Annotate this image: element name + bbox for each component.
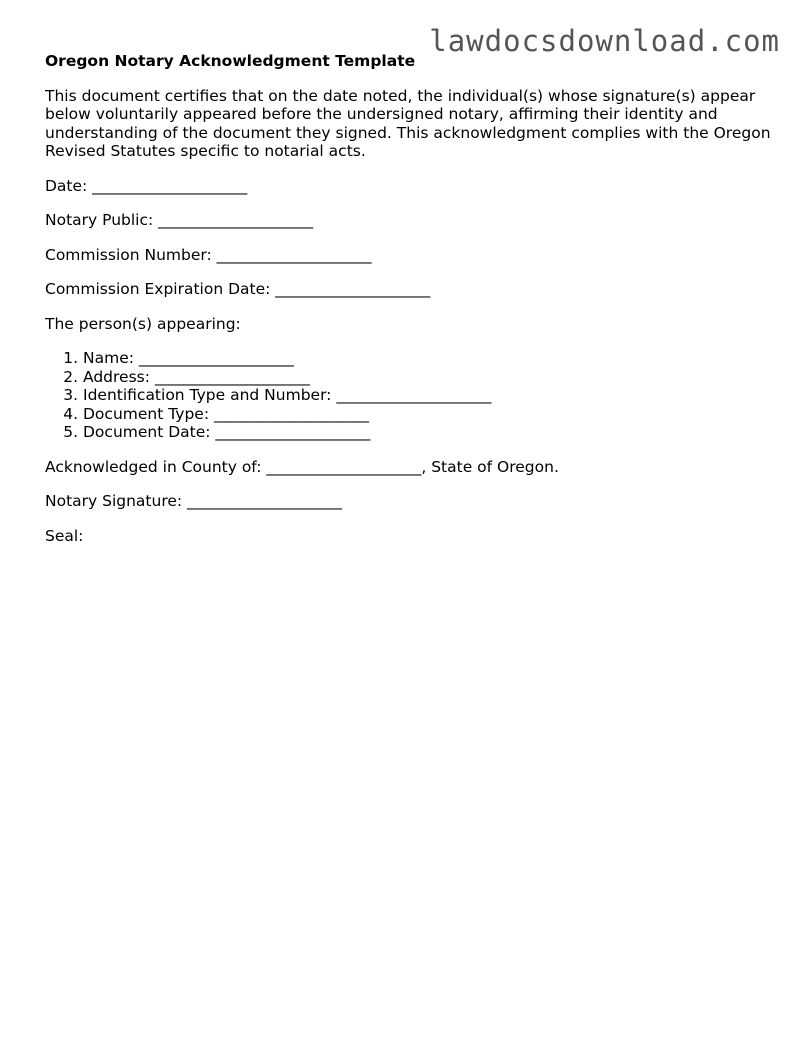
persons-list [45,349,775,442]
commission-expiration-field: Commission Expiration Date: ____________________ [45,280,431,298]
commission-number-field: Commission Number: ____________________ [45,245,372,264]
date-field: Date: ____________________ [45,176,248,195]
person-address-item: 2. Address: ____________________ [83,368,775,387]
person-document-date-item: 5. Document Date: ____________________ [83,423,775,442]
document-body [45,52,775,561]
persons-heading: The person(s) appearing: [45,314,241,333]
site-watermark: lawdocsdownload.com [429,24,780,58]
person-identification-item: 3. Identification Type and Number: ____________________ [83,386,775,405]
person-document-type-item: 4. Document Type: ____________________ [83,405,775,424]
intro-paragraph: This document certifies that on the date noted, the individual(s) whose signature(s) appear below voluntarily appeared before the undersigned notary, affirming their identity and understanding of the document they signed. This acknowledgment complies with the Oregon Revised Statutes specific to notarial acts. [45,86,771,160]
notary-public-field: Notary Public: ____________________ [45,211,314,229]
document-title: Oregon Notary Acknowledgment Template [45,52,416,70]
person-name-item: 1. Name: ____________________ [83,349,775,368]
notary-signature-field: Notary Signature: ____________________ [45,492,343,510]
seal-field: Seal: [45,526,84,545]
county-field: Acknowledged in County of: ____________________, State of Oregon. [45,457,559,476]
